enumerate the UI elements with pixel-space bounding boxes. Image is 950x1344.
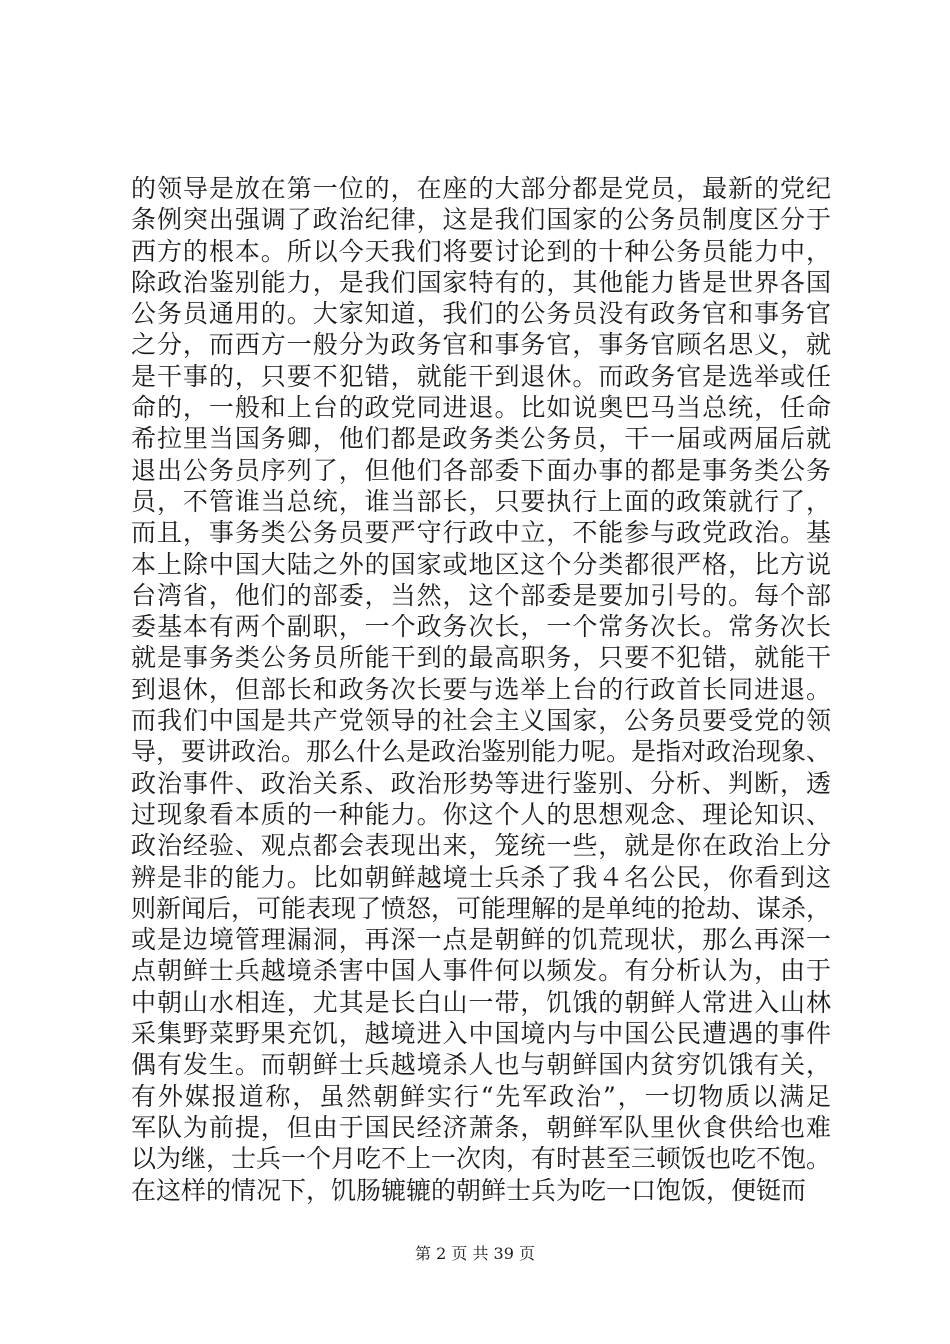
text-line: 点朝鲜士兵越境杀害中国人事件何以频发。有分析认为，由于: [131, 956, 831, 986]
text-line: 希拉里当国务卿，他们都是政务类公务员，干一届或两届后就: [131, 424, 831, 454]
text-line: 命的，一般和上台的政党同进退。比如说奥巴马当总统，任命: [131, 393, 831, 423]
text-line: 以为继，士兵一个月吃不上一次肉，有时甚至三顿饭也吃不饱。: [131, 1144, 832, 1174]
text-line: 委基本有两个副职，一个政务次长，一个常务次长。常务次长: [131, 612, 831, 642]
text-line: 采集野菜野果充饥，越境进入中国境内与中国公民遭遇的事件: [131, 1019, 831, 1049]
text-line: 本上除中国大陆之外的国家或地区这个分类都很严格，比方说: [131, 549, 831, 579]
text-line: 过现象看本质的一种能力。你这个人的思想观念、理论知识、: [131, 799, 831, 829]
text-line: 则新闻后，可能表现了愤怒，可能理解的是单纯的抢劫、谋杀，: [131, 893, 832, 923]
text-line: 退出公务员序列了，但他们各部委下面办事的都是事务类公务: [131, 455, 831, 485]
text-line: 有外媒报道称，虽然朝鲜实行“先军政治”，一切物质以满足: [131, 1081, 831, 1111]
text-line: 导，要讲政治。那么什么是政治鉴别能力呢。是指对政治现象、: [131, 737, 832, 767]
text-line: 就是事务类公务员所能干到的最高职务，只要不犯错，就能干: [131, 643, 831, 673]
text-line: 政治经验、观点都会表现出来，笼统一些，就是你在政治上分: [131, 831, 831, 861]
text-line: 辨是非的能力。比如朝鲜越境士兵杀了我４名公民，你看到这: [131, 862, 831, 892]
text-line: 到退休，但部长和政务次长要与选举上台的行政首长同进退。: [131, 674, 831, 704]
text-line: 条例突出强调了政治纪律，这是我们国家的公务员制度区分于: [131, 205, 831, 235]
text-line: 政治事件、政治关系、政治形势等进行鉴别、分析、判断，透: [131, 768, 831, 798]
text-line: 西方的根本。所以今天我们将要讨论到的十种公务员能力中，: [131, 236, 831, 266]
text-line: 是干事的，只要不犯错，就能干到退休。而政务官是选举或任: [131, 361, 831, 391]
text-line: 公务员通用的。大家知道，我们的公务员没有政务官和事务官: [131, 299, 831, 329]
text-line: 军队为前提，但由于国民经济萧条，朝鲜军队里伙食供给也难: [131, 1112, 831, 1142]
text-line: 员，不管谁当总统，谁当部长，只要执行上面的政策就行了，: [131, 486, 831, 516]
page-footer: 第 2 页 共 39 页: [415, 1244, 535, 1263]
text-line: 之分，而西方一般分为政务官和事务官，事务官顾名思义，就: [131, 330, 831, 360]
text-line: 或是边境管理漏洞，再深一点是朝鲜的饥荒现状，那么再深一: [131, 925, 831, 955]
text-line: 而且，事务类公务员要严守行政中立，不能参与政党政治。基: [131, 518, 831, 548]
text-line: 除政治鉴别能力，是我们国家特有的，其他能力皆是世界各国: [131, 267, 831, 297]
body-paragraph: [131, 173, 831, 1206]
text-line: 台湾省，他们的部委，当然，这个部委是要加引号的。每个部: [131, 580, 831, 610]
text-line: 在这样的情况下，饥肠辘辘的朝鲜士兵为吃一口饱饭，便铤而: [131, 1175, 807, 1205]
text-line: 而我们中国是共产党领导的社会主义国家，公务员要受党的领: [131, 706, 831, 736]
text-line: 中朝山水相连，尤其是长白山一带，饥饿的朝鲜人常进入山林: [131, 987, 831, 1017]
text-line: 的领导是放在第一位的，在座的大部分都是党员，最新的党纪: [131, 174, 831, 203]
text-line: 偶有发生。而朝鲜士兵越境杀人也与朝鲜国内贫穷饥饿有关，: [131, 1050, 831, 1080]
